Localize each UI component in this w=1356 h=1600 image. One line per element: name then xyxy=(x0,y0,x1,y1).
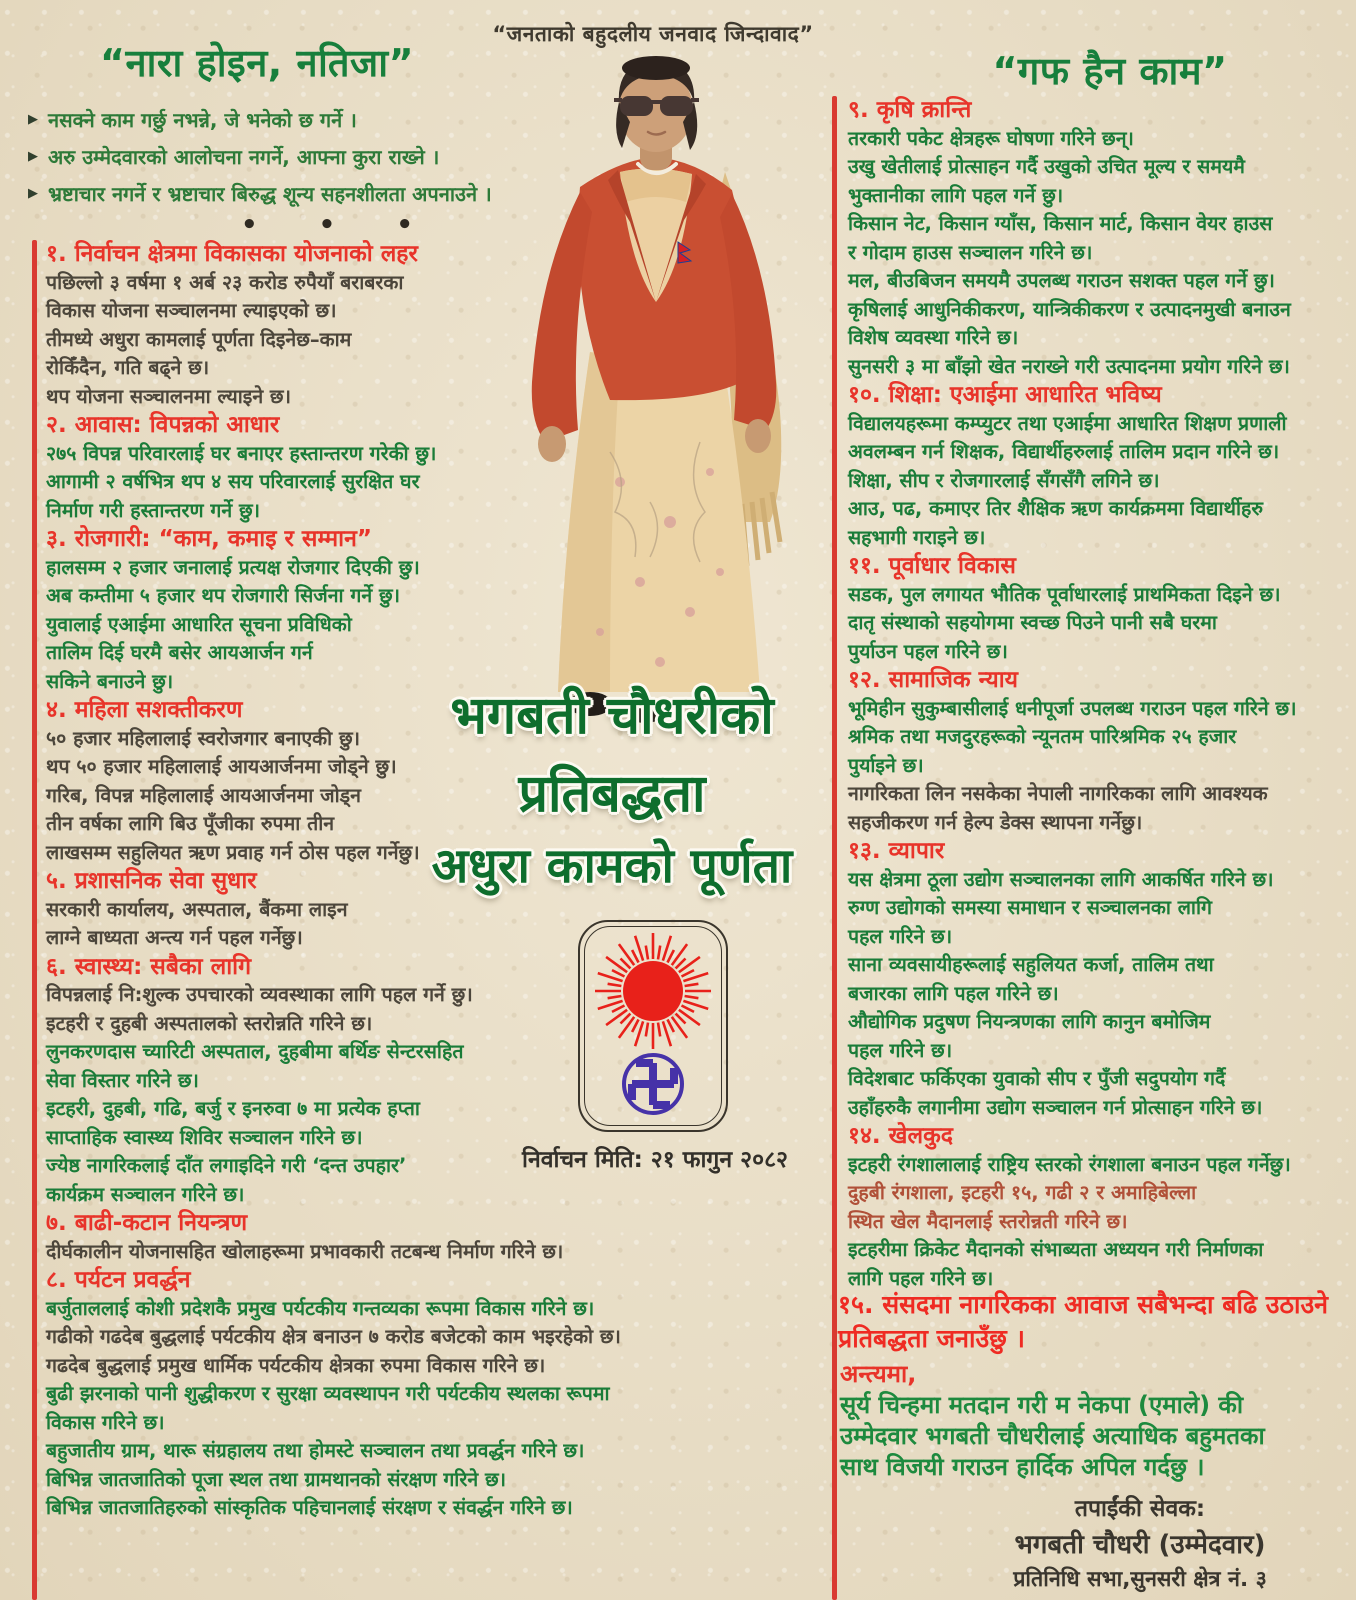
section-line: पुर्याउन पहल गरिने छ। xyxy=(848,639,1008,663)
principles-list xyxy=(28,108,492,219)
section-heading: १२. सामाजिक न्याय xyxy=(848,667,1018,693)
section-line: लाग्ने बाध्यता अन्त्य गर्न पहल गर्नेछु। xyxy=(46,926,303,949)
section-line: कार्यक्रम सञ्चालन गरिने छ। xyxy=(46,1182,245,1206)
section-line: शिक्षा, सीप र रोजगारलाई सँगसँगै लगिने छ। xyxy=(848,468,1160,492)
triangle-bullet-icon: ▶ xyxy=(28,186,38,201)
principle-text: अरु उम्मेदवारको आलोचना नगर्ने, आफ्ना कुरा राख्ने । xyxy=(48,145,440,169)
section-line: उखु खेतीलाई प्रोत्साहन गर्दै उखुको उचित मूल्य र समयमै xyxy=(848,155,1245,178)
main-title-line-3: अधुरा कामको पूर्णता xyxy=(431,838,793,894)
section-line: इटहरीमा क्रिकेट मैदानको संभाब्यता अध्ययन गरी निर्माणका xyxy=(848,1238,1264,1261)
separator-dots: • • • xyxy=(241,210,439,240)
section-line: इटहरी रंगशालालाई राष्ट्रिय स्तरको रंगशाला बनाउन पहल गर्नेछु। xyxy=(848,1152,1291,1176)
section-line: सेवा विस्तार गरिने छ। xyxy=(46,1068,199,1092)
section-line: भूमिहीन सुकुम्बासीलाई धनीपूर्जा उपलब्ध गराउन पहल गरिने छ। xyxy=(848,696,1297,720)
commitment-15-line-2: प्रतिबद्धता जनाउँछु । xyxy=(838,1324,1025,1353)
section-line: लागि पहल गरिने छ। xyxy=(848,1266,994,1290)
section-line: रुग्ण उद्योगको समस्या समाधान र सञ्चालनका लागि xyxy=(848,896,1213,919)
left-column-accent-line xyxy=(32,240,37,1600)
principle-item xyxy=(28,108,492,132)
top-slogan: “जनताको बहुदलीय जनवाद जिन्दावाद” xyxy=(492,22,814,46)
principle-item xyxy=(28,145,492,169)
principle-text: नसक्ने काम गर्छु नभन्ने, जे भनेको छ गर्ने । xyxy=(48,108,357,132)
section-line: साप्ताहिक स्वास्थ्य शिविर सञ्चालन गरिने छ। xyxy=(46,1125,363,1149)
section-line: मल, बीउबिजन समयमै उपलब्ध गराउन सशक्त पहल गर्ने छु। xyxy=(848,269,1275,292)
section-line: विशेष व्यवस्था गरिने छ। xyxy=(848,326,1019,349)
policy-section xyxy=(46,240,696,411)
section-line: बहुजातीय ग्राम, थारू संग्रहालय तथा होमस्टे सञ्चालन तथा प्रवर्द्धन गरिने छ। xyxy=(46,1439,585,1462)
section-heading: ६. स्वास्थ्य: सबैका लागि xyxy=(46,953,252,980)
section-line: गरिब, विपन्न महिलालाई आयआर्जनमा जोड्न xyxy=(46,783,361,807)
left-headline: “नारा होइन, नतिजा” xyxy=(100,41,415,85)
section-line: युवालाई एआईमा आधारित सूचना प्रविधिको xyxy=(46,612,352,636)
section-line: ज्येष्ठ नागरिकलाई दाँत लगाइदिने गरी ‘दन्त उपहार’ xyxy=(46,1154,407,1177)
section-line: विदेशबाट फर्किएका युवाको सीप र पुँजी सदुपयोग गर्दै xyxy=(848,1067,1226,1090)
section-line: बजारका लागि पहल गरिने छ। xyxy=(848,981,1059,1005)
section-line: सरकारी कार्यालय, अस्पताल, बैंकमा लाइन xyxy=(46,897,348,921)
section-line: तीन वर्षका लागि बिउ पूँजीका रुपमा तीन xyxy=(46,812,335,835)
signature-block xyxy=(930,1492,1350,1596)
signature-candidate-name: भगबती चौधरी (उम्मेदवार) xyxy=(1014,1530,1266,1560)
policy-section xyxy=(46,411,696,525)
section-heading: ३. रोजगारी: “काम, कमाइ र सम्मान” xyxy=(46,526,372,552)
triangle-bullet-icon: ▶ xyxy=(28,149,38,164)
section-line: लुनकरणदास च्यारिटी अस्पताल, दुहबीमा बर्थिङ सेन्टरसहित xyxy=(46,1040,464,1063)
section-line: नागरिकता लिन नसकेका नेपाली नागरिकका लागि आवश्यक xyxy=(848,782,1268,805)
section-line: इटहरी र दुहबी अस्पतालको स्तरोन्नति गरिने छ। xyxy=(46,1011,373,1035)
section-heading: ८. पर्यटन प्रवर्द्धन xyxy=(46,1267,191,1293)
section-line: औद्योगिक प्रदुषण नियन्त्रणका लागि कानुन बमोजिम xyxy=(848,1010,1211,1033)
policy-section xyxy=(848,837,1356,1122)
section-line: पहल गरिने छ। xyxy=(848,1038,953,1062)
section-line: ५० हजार महिलालाई स्वरोजगार बनाएकी छु। xyxy=(46,726,361,750)
triangle-bullet-icon: ▶ xyxy=(28,112,38,127)
section-heading: १. निर्वाचन क्षेत्रमा विकासका योजनाको लहर xyxy=(46,241,418,267)
policy-section xyxy=(848,552,1356,666)
policy-section xyxy=(848,96,1356,381)
section-heading: १३. व्यापार xyxy=(848,838,945,864)
main-title-line-1: भगबती चौधरीको xyxy=(450,686,774,746)
section-line: श्रमिक तथा मजदुरहरूको न्यूनतम पारिश्रमिक २५ हजार xyxy=(848,725,1237,748)
right-policy-column xyxy=(848,96,1356,1293)
policy-section xyxy=(848,1122,1356,1293)
section-line: हालसम्म २ हजार जनालाई प्रत्यक्ष रोजगार दिएकी छु। xyxy=(46,555,420,579)
section-line: अब कम्तीमा ५ हजार थप रोजगारी सिर्जना गर्ने छु। xyxy=(46,584,401,607)
election-date: निर्वाचन मिति: २१ फागुन २०८२ xyxy=(521,1147,788,1173)
section-heading: २. आवास: विपन्नको आधार xyxy=(46,412,280,438)
signature-constituency: प्रतिनिधि सभा,सुनसरी क्षेत्र नं. ३ xyxy=(1013,1567,1267,1592)
policy-section xyxy=(46,525,696,696)
section-line: विद्यालयहरूमा कम्प्युटर तथा एआईमा आधारित शिक्षण प्रणाली xyxy=(848,411,1287,435)
section-line: पछिल्लो ३ वर्षमा १ अर्ब २३ करोड रुपैयाँ बराबरका xyxy=(46,270,404,294)
section-line: सहजीकरण गर्न हेल्प डेक्स स्थापना गर्नेछु। xyxy=(848,810,1143,834)
sun-icon xyxy=(590,928,716,1050)
section-line: बुढी झरनाको पानी शुद्धीकरण र सुरक्षा व्यवस्थापन गरी पर्यटकीय स्थलका रूपमा xyxy=(46,1382,610,1405)
section-line: आगामी २ वर्षभित्र थप ४ सय परिवारलाई सुरक्षित घर xyxy=(46,470,420,493)
section-line: निर्माण गरी हस्तान्तरण गर्ने छु। xyxy=(46,498,261,522)
policy-section xyxy=(848,381,1356,552)
section-heading: ४. महिला सशक्तीकरण xyxy=(46,697,243,723)
right-headline: “गफ हैन काम” xyxy=(992,49,1228,93)
section-line: सडक, पुल लगायत भौतिक पूर्वाधारलाई प्राथमिकता दिइने छ। xyxy=(848,582,1281,606)
principle-text: भ्रष्टाचार नगर्ने र भ्रष्टाचार बिरुद्ध शून्य सहनशीलता अपनाउने । xyxy=(48,182,492,206)
section-line: उहाँहरुकै लगानीमा उद्योग सञ्चालन गर्न प्रोत्साहन गरिने छ। xyxy=(848,1095,1263,1119)
election-symbol-card xyxy=(578,920,728,1132)
section-line: विकास योजना सञ्चालनमा ल्याइएको छ। xyxy=(46,299,337,322)
policy-section xyxy=(848,666,1356,837)
policy-section xyxy=(46,1266,696,1523)
main-title-line-2: प्रतिबद्धता xyxy=(518,764,706,824)
section-line: सकिने बनाउने छु। xyxy=(46,669,174,693)
section-line: स्थित खेल मैदानलाई स्तरोन्नती गरिने छ। xyxy=(848,1209,1128,1233)
commitment-15-line-1: १५. संसदमा नागरिकका आवाज सबैभन्दा बढि उठाउने xyxy=(838,1290,1329,1319)
section-line: सहभागी गराइने छ। xyxy=(848,525,986,549)
closing-line-1: सूर्य चिन्हमा मतदान गरी म नेकपा (एमाले) की xyxy=(840,1391,1244,1419)
principle-item xyxy=(28,182,492,206)
section-line: र गोदाम हाउस सञ्चालन गरिने छ। xyxy=(848,240,1093,264)
section-line: दुहबी रंगशाला, इटहरी १५, गढी २ र अमाहिबेल्ला xyxy=(848,1181,1197,1204)
section-heading: ५. प्रशासनिक सेवा सुधार xyxy=(46,868,257,894)
section-line: कृषिलाई आधुनिकीकरण, यान्त्रिकीकरण र उत्पादनमुखी बनाउन xyxy=(848,297,1291,321)
section-line: २७५ विपन्न परिवारलाई घर बनाएर हस्तान्तरण गरेकी छु। xyxy=(46,441,437,465)
section-heading: १०. शिक्षा: एआईमा आधारित भविष्य xyxy=(848,382,1162,408)
section-line: इटहरी, दुहबी, गढि, बर्जु र इनरुवा ७ मा प्रत्येक हप्ता xyxy=(46,1097,420,1120)
section-line: पहल गरिने छ। xyxy=(848,924,953,948)
section-line: बिभिन्न जातजातिहरुको सांस्कृतिक पहिचानलाई संरक्षण र संवर्द्धन गरिने छ। xyxy=(46,1496,573,1519)
section-line: गढीको गढदेब बुद्धलाई पर्यटकीय क्षेत्र बनाउन ७ करोड बजेटको काम भइरहेको छ। xyxy=(46,1325,621,1348)
section-line: थप ५० हजार महिलालाई आयआर्जनमा जोड्ने छु। xyxy=(46,755,397,778)
section-line: किसान नेट, किसान ग्याँस, किसान मार्ट, किसान वेयर हाउस xyxy=(848,212,1273,235)
section-line: तरकारी पकेट क्षेत्रहरू घोषणा गरिने छन्। xyxy=(848,126,1134,150)
section-line: रोकिँदैन, गति बढ्ने छ। xyxy=(46,356,210,379)
section-line: बर्जुताललाई कोशी प्रदेशकै प्रमुख पर्यटकीय गन्तव्यका रूपमा विकास गरिने छ। xyxy=(46,1296,595,1320)
section-line: भुक्तानीका लागि पहल गर्ने छु। xyxy=(848,183,1064,207)
section-line: विकास गरिने छ। xyxy=(46,1410,165,1434)
section-line: साना व्यवसायीहरूलाई सहुलियत कर्जा, तालिम तथा xyxy=(848,953,1214,976)
section-line: आउ, पढ, कमाएर तिर शैक्षिक ऋण कार्यक्रममा विद्यार्थीहरु xyxy=(848,497,1264,520)
section-heading: ७. बाढी-कटान नियन्त्रण xyxy=(46,1210,248,1236)
policy-section xyxy=(46,1209,696,1266)
section-line: पुर्याइने छ। xyxy=(848,753,924,777)
section-line: दातृ संस्थाको सहयोगमा स्वच्छ पिउने पानी सबै घरमा xyxy=(848,611,1217,634)
section-line: दीर्घकालीन योजनासहित खोलाहरूमा प्रभावकारी तटबन्ध निर्माण गरिने छ। xyxy=(46,1239,564,1263)
section-line: अवलम्बन गर्न शिक्षक, विद्यार्थीहरुलाई तालिम प्रदान गरिने छ। xyxy=(848,440,1280,463)
signature-servant-label: तपाईंकी सेवक: xyxy=(1074,1496,1206,1522)
closing-line-2: उम्मेदवार भगबती चौधरीलाई अत्याधिक बहुमतका xyxy=(840,1422,1265,1450)
closing-line-3: साथ विजयी गराउन हार्दिक अपिल गर्दछु । xyxy=(840,1453,1205,1481)
closing-heading: अन्त्यमा, xyxy=(840,1360,917,1388)
section-line: बिभिन्न जातजातिको पूजा स्थल तथा ग्रामथानको संरक्षण गरिने छ। xyxy=(46,1467,507,1491)
section-line: विपन्नलाई नि:शुल्क उपचारको व्यवस्थाका लागि पहल गर्ने छु। xyxy=(46,983,473,1006)
swastika-icon xyxy=(621,1052,685,1116)
section-line: तालिम दिई घरमै बसेर आयआर्जन गर्न xyxy=(46,641,313,664)
section-line: लाखसम्म सहुलियत ऋण प्रवाह गर्न ठोस पहल गर्नेछु। xyxy=(46,840,420,864)
section-line: यस क्षेत्रमा ठूला उद्योग सञ्चालनका लागि आकर्षित गरिने छ। xyxy=(848,867,1274,891)
section-heading: ११. पूर्वाधार विकास xyxy=(848,553,1016,579)
section-line: थप योजना सञ्चालनमा ल्याइने छ। xyxy=(46,384,291,408)
section-line: सुनसरी ३ मा बाँझो खेत नराख्ने गरी उत्पादनमा प्रयोग गरिने छ। xyxy=(848,354,1290,378)
section-line: तीमध्ये अधुरा कामलाई पूर्णता दिइनेछ–काम xyxy=(46,327,352,351)
section-line: गढदेब बुद्धलाई प्रमुख धार्मिक पर्यटकीय क्षेत्रका रुपमा विकास गरिने छ। xyxy=(46,1353,546,1377)
section-heading: १४. खेलकुद xyxy=(848,1123,953,1149)
section-heading: ९. कृषि क्रान्ति xyxy=(848,97,972,123)
